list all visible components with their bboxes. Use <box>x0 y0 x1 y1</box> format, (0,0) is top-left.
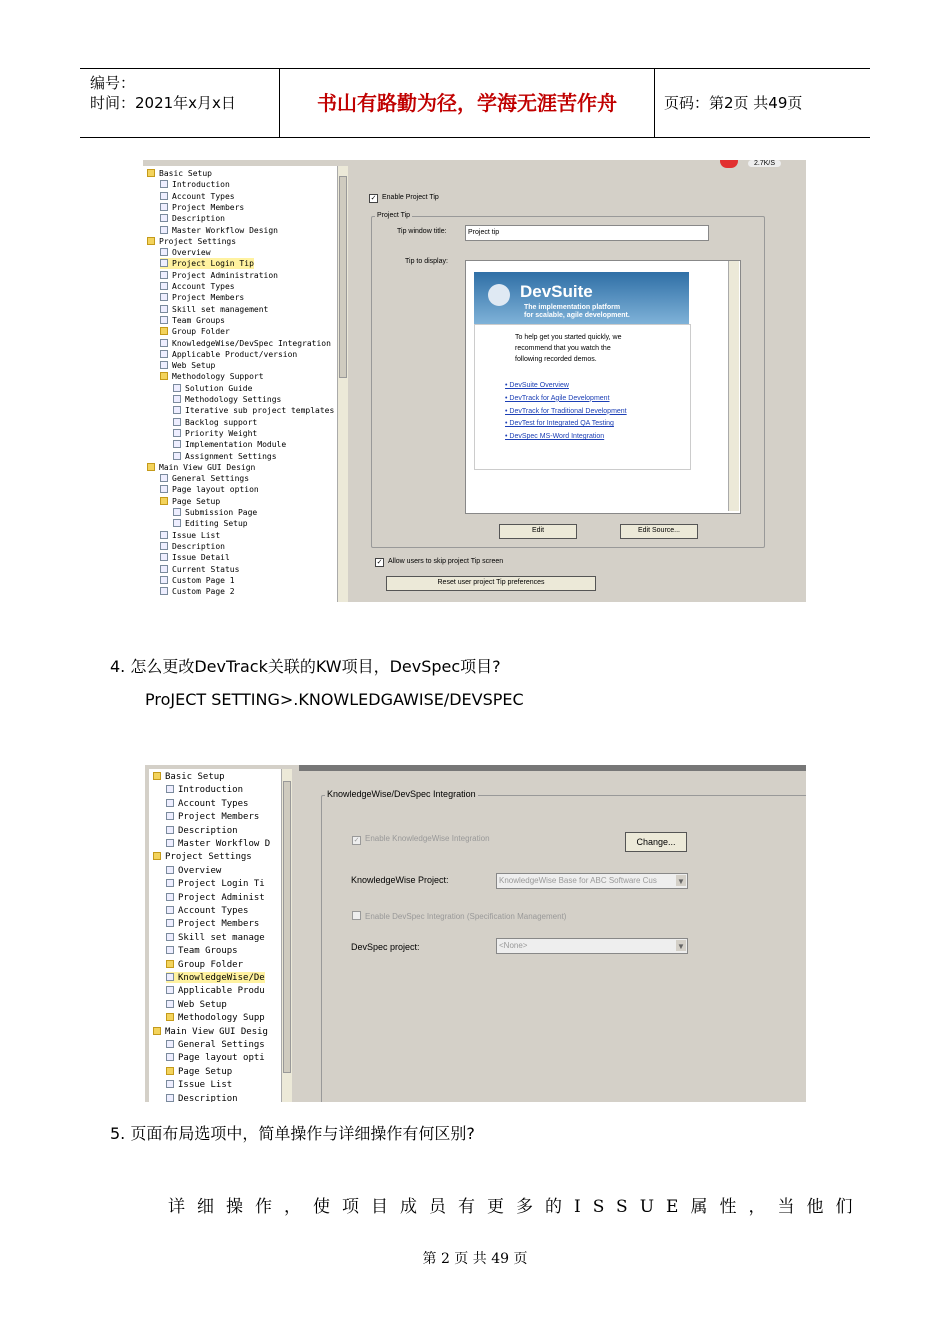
tree-item-label: Current Status <box>172 564 240 574</box>
page-icon <box>166 1000 174 1008</box>
edit-button[interactable]: Edit <box>499 524 577 539</box>
tree-item-label: Methodology Support <box>172 372 264 382</box>
page-icon <box>166 812 174 820</box>
tree-item[interactable] <box>147 462 255 473</box>
folder-icon <box>166 1013 174 1021</box>
banner-subtitle-2: for scalable, agile development. <box>524 312 630 319</box>
tree-item[interactable] <box>160 349 297 360</box>
enable-devspec-label: Enable DevSpec Integration (Specification Management) <box>365 912 567 921</box>
enable-kw-label: Enable KnowledgeWise Integration <box>365 834 490 843</box>
tree-item[interactable] <box>160 315 225 326</box>
tree-item-label: Description <box>178 1093 238 1102</box>
tree-item[interactable] <box>166 1012 265 1023</box>
tree-item-label: Methodology Supp <box>178 1013 265 1024</box>
tree-item-label: Methodology Settings <box>185 395 282 404</box>
tree-item-label: General Settings <box>178 1040 265 1050</box>
tree-item[interactable] <box>160 586 235 597</box>
tree-item[interactable] <box>166 798 248 809</box>
tree-item-label: Solution Guide <box>185 383 253 393</box>
folder-icon <box>147 237 155 245</box>
tree-item[interactable] <box>173 417 257 428</box>
tree-item-label: Project Members <box>172 202 245 212</box>
tree-item-label: Custom Page 2 <box>172 587 235 597</box>
tree-item[interactable] <box>160 213 225 224</box>
devsuite-banner <box>474 272 689 324</box>
tree-item-label: Project Administration <box>172 270 278 280</box>
enable-tip-checkbox[interactable]: ✓ Enable Project Tip <box>370 194 439 202</box>
tree-scrollbar[interactable] <box>337 166 348 602</box>
page-icon <box>160 192 168 200</box>
enable-devspec-checkbox[interactable] <box>352 911 566 921</box>
record-icon <box>720 160 738 168</box>
tree-item-label: Project Members <box>172 293 245 303</box>
window-title-label: Tip window title: <box>397 228 447 235</box>
tree-item-label: Account Types <box>172 191 235 201</box>
tree-item[interactable] <box>173 439 286 450</box>
tree-item[interactable] <box>160 473 249 484</box>
allow-skip-checkbox[interactable]: ✓ Allow users to skip project Tip screen <box>376 558 504 566</box>
tree-item[interactable] <box>160 371 264 382</box>
demo-link[interactable]: • DevTrack for Agile Development <box>505 394 610 402</box>
tree-item[interactable] <box>160 179 230 190</box>
tree-item-label: Account Types <box>172 282 235 291</box>
tree-item[interactable] <box>166 918 259 929</box>
devspec-project-value: <None> <box>499 941 528 950</box>
answer-4: ProJECT SETTING>.KNOWLEDGAWISE/DEVSPEC <box>145 690 524 709</box>
page-icon <box>166 973 174 981</box>
tree-item-label: Page layout option <box>172 485 259 495</box>
tree-item[interactable] <box>160 360 215 371</box>
tree-item[interactable] <box>173 518 248 529</box>
tree-item-label: Project Login Tip <box>172 259 254 269</box>
tree-item[interactable] <box>160 530 220 541</box>
tree-item-label: Editing Setup <box>185 519 248 529</box>
tree-item-label: Team Groups <box>178 946 238 957</box>
page-icon <box>166 1040 174 1048</box>
change-button[interactable]: Change... <box>625 832 687 852</box>
page-icon <box>160 203 168 211</box>
tip-scrollbar[interactable] <box>728 261 739 511</box>
page-icon <box>173 429 181 437</box>
page-icon <box>160 180 168 188</box>
window-title-input[interactable]: Project tip <box>465 225 709 241</box>
tree-item-label: Group Folder <box>178 959 244 970</box>
page-icon <box>160 361 168 369</box>
header-slogan: 书山有路勤为径，学海无涯苦作舟 <box>280 69 655 137</box>
page-icon <box>173 452 181 460</box>
page-icon <box>160 305 168 313</box>
chevron-down-icon: ▼ <box>677 877 685 886</box>
tree-item[interactable] <box>160 247 211 258</box>
folder-icon <box>166 960 174 968</box>
devspec-project-select[interactable] <box>496 938 688 954</box>
tree-item[interactable] <box>173 451 277 462</box>
page-icon <box>173 384 181 392</box>
kw-project-value: KnowledgeWise Base for ABC Software Cus <box>499 876 657 885</box>
tree-item-label: Issue Detail <box>172 553 230 563</box>
tree-item-label: Introduction <box>178 785 244 796</box>
page-icon <box>173 406 181 414</box>
tree-item[interactable] <box>160 496 220 507</box>
tree-item[interactable] <box>166 959 243 970</box>
tree-item[interactable] <box>160 225 278 236</box>
tree-item-label: Description <box>172 541 225 551</box>
page-icon <box>160 576 168 584</box>
tree-item[interactable] <box>147 168 212 179</box>
tree-item[interactable] <box>160 258 254 269</box>
tree-item[interactable] <box>166 1079 232 1090</box>
page-icon <box>160 248 168 256</box>
tree-item-label: Main View GUI Design <box>159 462 256 472</box>
page-icon <box>160 339 168 347</box>
tree-item[interactable] <box>160 564 239 575</box>
tree-item-label: Page Setup <box>172 496 221 506</box>
page-icon <box>173 395 181 403</box>
intro-line-2: recommend that you watch the <box>515 345 611 352</box>
tree-item[interactable] <box>153 1026 268 1037</box>
tree-item-label: Iterative sub project templates <box>185 406 335 416</box>
tree-item[interactable] <box>160 541 225 552</box>
screenshot-project-tip <box>143 160 806 602</box>
page-icon <box>166 866 174 874</box>
tree-item-label: Web Setup <box>178 999 227 1010</box>
page-icon <box>166 826 174 834</box>
page-icon <box>166 893 174 901</box>
tree-item[interactable] <box>153 771 225 782</box>
project-tip-group-title: Project Tip <box>377 212 411 219</box>
page-header <box>80 68 870 138</box>
page-icon <box>160 531 168 539</box>
page-icon <box>166 919 174 927</box>
page-icon <box>160 565 168 573</box>
devsuite-logo-icon <box>488 284 510 306</box>
tree-item-label: Master Workflow D <box>178 839 271 849</box>
folder-icon <box>153 772 161 780</box>
edit-source-button[interactable]: Edit Source... <box>620 524 698 539</box>
page-icon <box>166 906 174 914</box>
tree-item-label: Page layout opti <box>178 1053 265 1064</box>
tree-item-label: Assignment Settings <box>185 451 277 461</box>
page-icon <box>166 785 174 793</box>
tree-item[interactable] <box>160 270 278 281</box>
tip-display-label: Tip to display: <box>405 258 448 265</box>
demo-link[interactable]: • DevTest for Integrated QA Testing <box>505 420 614 428</box>
tree-item[interactable] <box>173 428 257 439</box>
page-icon <box>160 316 168 324</box>
tree-item-label: Project Settings <box>165 852 252 863</box>
tree-item[interactable] <box>160 484 259 495</box>
tree-item[interactable] <box>166 945 238 956</box>
tree-item-label: Implementation Module <box>185 440 287 450</box>
panel-top-bar <box>299 765 806 771</box>
folder-icon <box>153 1027 161 1035</box>
tree-item[interactable] <box>166 878 265 889</box>
tree-item-label: Main View GUI Desig <box>165 1026 268 1037</box>
tree-item[interactable] <box>166 985 265 996</box>
tree-item[interactable] <box>166 825 238 836</box>
tree-item[interactable] <box>160 575 235 586</box>
tree-item[interactable] <box>166 932 265 943</box>
tree-item-label: Basic Setup <box>159 169 212 178</box>
page-icon <box>166 1053 174 1061</box>
tree-item-label: Skill set management <box>172 304 269 314</box>
page-icon <box>160 350 168 358</box>
tree-item[interactable] <box>166 838 270 849</box>
tree-item-label: Group Folder <box>172 327 230 337</box>
page-icon <box>173 519 181 527</box>
page-icon <box>160 214 168 222</box>
tree-item[interactable] <box>160 304 268 315</box>
banner-subtitle-1: The implementation platform <box>524 304 621 311</box>
tree-item[interactable] <box>160 552 230 563</box>
tree-item[interactable] <box>160 281 235 292</box>
tree-item-label: Issue List <box>178 1080 233 1091</box>
tree-item-label: Overview <box>178 865 222 876</box>
page-icon <box>160 293 168 301</box>
rate-badge: 2.7K/S <box>748 160 781 167</box>
tree-item[interactable] <box>166 1039 265 1050</box>
time-label: 时间：2021年x月x日 <box>90 94 236 112</box>
header-meta <box>80 69 280 137</box>
page-icon <box>160 271 168 279</box>
page-icon <box>173 508 181 516</box>
question-4: 4. 怎么更改DevTrack关联的KW项目，DevSpec项目? <box>110 657 501 676</box>
allow-skip-label: Allow users to skip project Tip screen <box>388 558 504 565</box>
question-5: 5. 页面布局选项中，简单操作与详细操作有何区别? <box>110 1124 475 1143</box>
tree-item-label: Project Settings <box>159 236 237 246</box>
tree-item-label: Applicable Product/version <box>172 349 298 359</box>
tree-item-label: Project Login Ti <box>178 879 265 890</box>
tree-item-label: Project Administ <box>178 892 265 903</box>
folder-icon <box>147 169 155 177</box>
page-footer: 第 2 页 共 49 页 <box>422 1251 528 1267</box>
intro-line-3: following recorded demos. <box>515 356 597 363</box>
tree-item[interactable] <box>166 905 248 916</box>
demo-link[interactable]: • DevSuite Overview <box>505 382 569 389</box>
tree-item[interactable] <box>166 1093 238 1102</box>
page-icon <box>166 799 174 807</box>
page-icon <box>166 933 174 941</box>
banner-title: DevSuite <box>520 282 593 301</box>
tree-item[interactable] <box>160 326 230 337</box>
tree-item[interactable] <box>166 1066 232 1077</box>
page-icon <box>166 879 174 887</box>
tree-item-label: Description <box>172 214 225 224</box>
chevron-down-icon: ▼ <box>677 942 685 951</box>
tree-item-label: KnowledgeWise/DevSpec Integration <box>172 338 331 348</box>
screenshot-kw-integration <box>145 765 806 1102</box>
settings-tree-2 <box>149 769 281 1102</box>
page-icon <box>160 542 168 550</box>
page-icon <box>160 226 168 234</box>
page-icon <box>166 839 174 847</box>
tree-item-label: Backlog support <box>185 417 258 427</box>
tree-scrollbar-2[interactable] <box>281 769 292 1102</box>
demo-link[interactable]: • DevTrack for Traditional Development <box>505 407 627 415</box>
demo-link[interactable]: • DevSpec MS-Word Integration <box>505 433 605 441</box>
kw-project-select[interactable] <box>496 873 688 889</box>
folder-icon <box>153 852 161 860</box>
folder-icon <box>160 372 168 380</box>
tree-item-label: Account Types <box>178 798 249 809</box>
page-icon <box>166 946 174 954</box>
page-icon <box>160 259 168 267</box>
tree-item[interactable] <box>173 507 257 518</box>
settings-tree <box>143 166 337 602</box>
tree-item-label: Project Members <box>178 919 260 930</box>
tree-item-label: Priority Weight <box>185 428 258 438</box>
kw-group-title: KnowledgeWise/DevSpec Integration <box>327 789 476 799</box>
tree-item[interactable] <box>160 292 244 303</box>
folder-icon <box>160 497 168 505</box>
tree-item[interactable] <box>166 999 227 1010</box>
tree-item-label: Skill set manage <box>178 932 265 943</box>
page-icon <box>160 474 168 482</box>
page-icon <box>160 282 168 290</box>
tree-item[interactable] <box>166 784 243 795</box>
tree-item-label: KnowledgeWise/De <box>178 973 265 983</box>
page-icon <box>166 1080 174 1088</box>
tree-item-label: General Settings <box>172 474 250 484</box>
kw-project-label: KnowledgeWise Project: <box>351 875 449 885</box>
devspec-project-label: DevSpec project: <box>351 942 420 952</box>
tree-item-label: Custom Page 1 <box>172 575 235 585</box>
tree-item[interactable] <box>166 972 265 983</box>
intro-line-1: To help get you started quickly, we <box>515 334 622 341</box>
folder-icon <box>160 327 168 335</box>
tree-item[interactable] <box>153 851 252 862</box>
page-icon <box>166 986 174 994</box>
tree-item[interactable] <box>173 394 281 405</box>
tree-item-label: Web Setup <box>172 361 216 371</box>
folder-icon <box>166 1067 174 1075</box>
tree-item-label: Description <box>178 825 238 836</box>
page-icon <box>160 553 168 561</box>
page-icon <box>160 485 168 493</box>
tree-item-label: Account Types <box>178 906 249 916</box>
tree-item[interactable] <box>173 405 334 416</box>
enable-tip-label: Enable Project Tip <box>382 194 439 201</box>
tree-item[interactable] <box>147 236 236 247</box>
tree-item-label: Project Members <box>178 812 260 823</box>
tree-item[interactable] <box>166 892 265 903</box>
tree-item[interactable] <box>160 338 331 349</box>
header-page-label: 页码：第2页 共49页 <box>664 94 803 112</box>
tree-item[interactable] <box>166 865 221 876</box>
tree-item[interactable] <box>166 1052 265 1063</box>
page-icon <box>160 587 168 595</box>
number-label: 编号： <box>90 74 136 92</box>
page-icon <box>166 1094 174 1102</box>
page-icon <box>173 418 181 426</box>
reset-preferences-button[interactable]: Reset user project Tip preferences <box>386 576 596 591</box>
tree-item-label: Overview <box>172 248 211 258</box>
folder-icon <box>147 463 155 471</box>
enable-kw-checkbox[interactable]: ✓ Enable KnowledgeWise Integration <box>353 834 490 844</box>
page-icon <box>173 440 181 448</box>
tree-item[interactable] <box>166 811 259 822</box>
tree-item[interactable] <box>160 191 235 202</box>
tree-item-label: Page Setup <box>178 1066 233 1077</box>
tree-item-label: Issue List <box>172 530 221 540</box>
tree-item[interactable] <box>173 383 252 394</box>
tree-item-label: Master Workflow Design <box>172 225 278 235</box>
tree-item-label: Team Groups <box>172 315 225 325</box>
tree-item-label: Submission Page <box>185 508 258 517</box>
tree-item-label: Applicable Produ <box>178 986 265 997</box>
answer-5-paragraph: 详细操作，使项目成员有更多的ISSUE属性，当他们 <box>168 1197 865 1217</box>
tree-item-label: Basic Setup <box>165 772 225 782</box>
tree-item-label: Introduction <box>172 180 230 190</box>
tree-item[interactable] <box>160 202 244 213</box>
